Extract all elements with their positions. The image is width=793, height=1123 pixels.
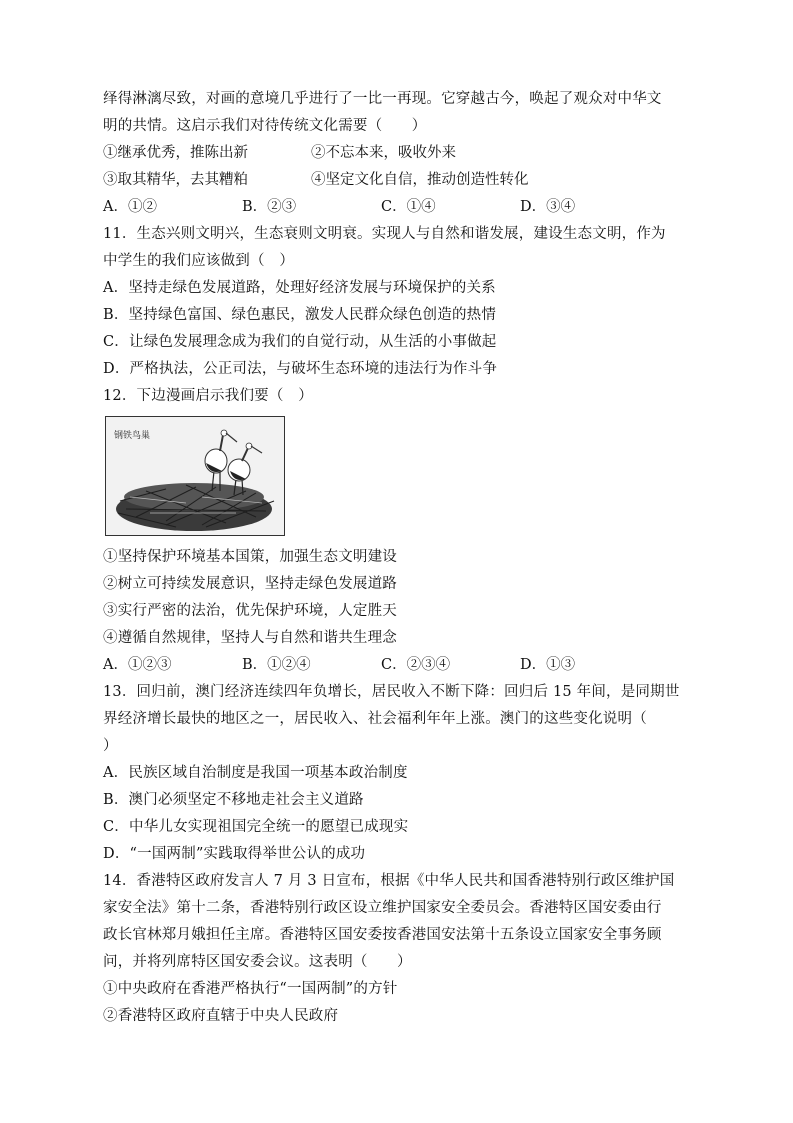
- q13-stem-line-1: 13．回归前，澳门经济连续四年负增长，居民收入不断下降：回归后 15 年间，是同期世: [103, 684, 680, 700]
- q10-stem-line-2: 明的共情。这启示我们对待传统文化需要（ ）: [103, 118, 427, 134]
- q11-option-d[interactable]: D．严格执法，公正司法，与破坏生态环境的违法行为作斗争: [103, 361, 498, 377]
- q10-option-d[interactable]: D．③④: [520, 199, 576, 215]
- q14-stem-line-4: 问，并将列席特区国安委会议。这表明（ ）: [103, 954, 412, 970]
- q10-option-b[interactable]: B．②③: [242, 199, 297, 215]
- q13-option-b[interactable]: B．澳门必须坚定不移地走社会主义道路: [103, 792, 364, 808]
- q14-statement-1: ①中央政府在香港严格执行“一国两制”的方针: [103, 981, 398, 997]
- exam-page: [103, 86, 693, 1030]
- q11-stem-line-1: 11．生态兴则文明兴，生态衰则文明衰。实现人与自然和谐发展，建设生态文明，作为: [103, 226, 666, 242]
- q11-option-c[interactable]: C．让绿色发展理念成为我们的自觉行动，从生活的小事做起: [103, 334, 497, 350]
- q14-stem-line-3: 政长官林郑月娥担任主席。香港特区国安委按香港国安法第十五条设立国家安全事务顾: [103, 927, 662, 943]
- q10-statement-2: ②不忘本来，吸收外来: [311, 145, 456, 161]
- q12-option-c[interactable]: C．②③④: [381, 657, 451, 673]
- q12-option-b[interactable]: B．①②④: [242, 657, 311, 673]
- q10-options: [103, 194, 693, 221]
- q12-options: [103, 652, 693, 679]
- q12-option-d[interactable]: D．①③: [520, 657, 576, 673]
- q10-statement-3: ③取其精华，去其糟粕: [103, 172, 248, 188]
- q12-statement-1: ①坚持保护环境基本国策，加强生态文明建设: [103, 549, 397, 565]
- q14-statement-2: ②香港特区政府直辖于中央人民政府: [103, 1008, 339, 1024]
- q10-stem-line-1: 绎得淋漓尽致，对画的意境几乎进行了一比一再现。它穿越古今，唤起了观众对中华文: [103, 91, 662, 107]
- q10-statement-4: ④坚定文化自信，推动创造性转化: [311, 172, 529, 188]
- q12-cartoon-image: [105, 416, 285, 536]
- q11-stem-line-2: 中学生的我们应该做到（ ）: [103, 253, 295, 269]
- q14-stem-line-1: 14．香港特区政府发言人 7 月 3 日宣布，根据《中华人民共和国香港特别行政区维护国: [103, 873, 675, 889]
- q12-option-a[interactable]: A．①②③: [103, 657, 172, 673]
- q10-option-c[interactable]: C．①④: [381, 199, 436, 215]
- q13-stem-line-2: 界经济增长最快的地区之一，居民收入、社会福利年年上涨。澳门的这些变化说明（: [103, 711, 647, 727]
- q12-statement-4: ④遵循自然规律，坚持人与自然和谐共生理念: [103, 630, 397, 646]
- q13-stem-line-3: ）: [103, 738, 118, 754]
- q13-option-a[interactable]: A．民族区域自治制度是我国一项基本政治制度: [103, 765, 408, 781]
- q12-statement-2: ②树立可持续发展意识，坚持走绿色发展道路: [103, 576, 397, 592]
- q10-statement-1: ①继承优秀，推陈出新: [103, 145, 248, 161]
- q10-statements-row-1: [103, 140, 693, 167]
- q10-option-a[interactable]: A．①②: [103, 199, 157, 215]
- cartoon-caption: 钢铁鸟巢: [114, 431, 151, 441]
- q14-stem-line-2: 家安全法》第十二条，香港特别行政区设立维护国家安全委员会。香港特区国安委由行: [103, 900, 662, 916]
- q11-option-b[interactable]: B．坚持绿色富国、绿色惠民，激发人民群众绿色创造的热情: [103, 307, 497, 323]
- q12-statement-3: ③实行严密的法治，优先保护环境，人定胜天: [103, 603, 397, 619]
- q12-stem: 12．下边漫画启示我们要（ ）: [103, 388, 313, 404]
- q10-statements-row-2: [103, 167, 693, 194]
- q13-option-c[interactable]: C．中华儿女实现祖国完全统一的愿望已成现实: [103, 819, 409, 835]
- q11-option-a[interactable]: A．坚持走绿色发展道路，处理好经济发展与环境保护的关系: [103, 280, 496, 296]
- q13-option-d[interactable]: D．“一国两制”实践取得举世公认的成功: [103, 846, 366, 862]
